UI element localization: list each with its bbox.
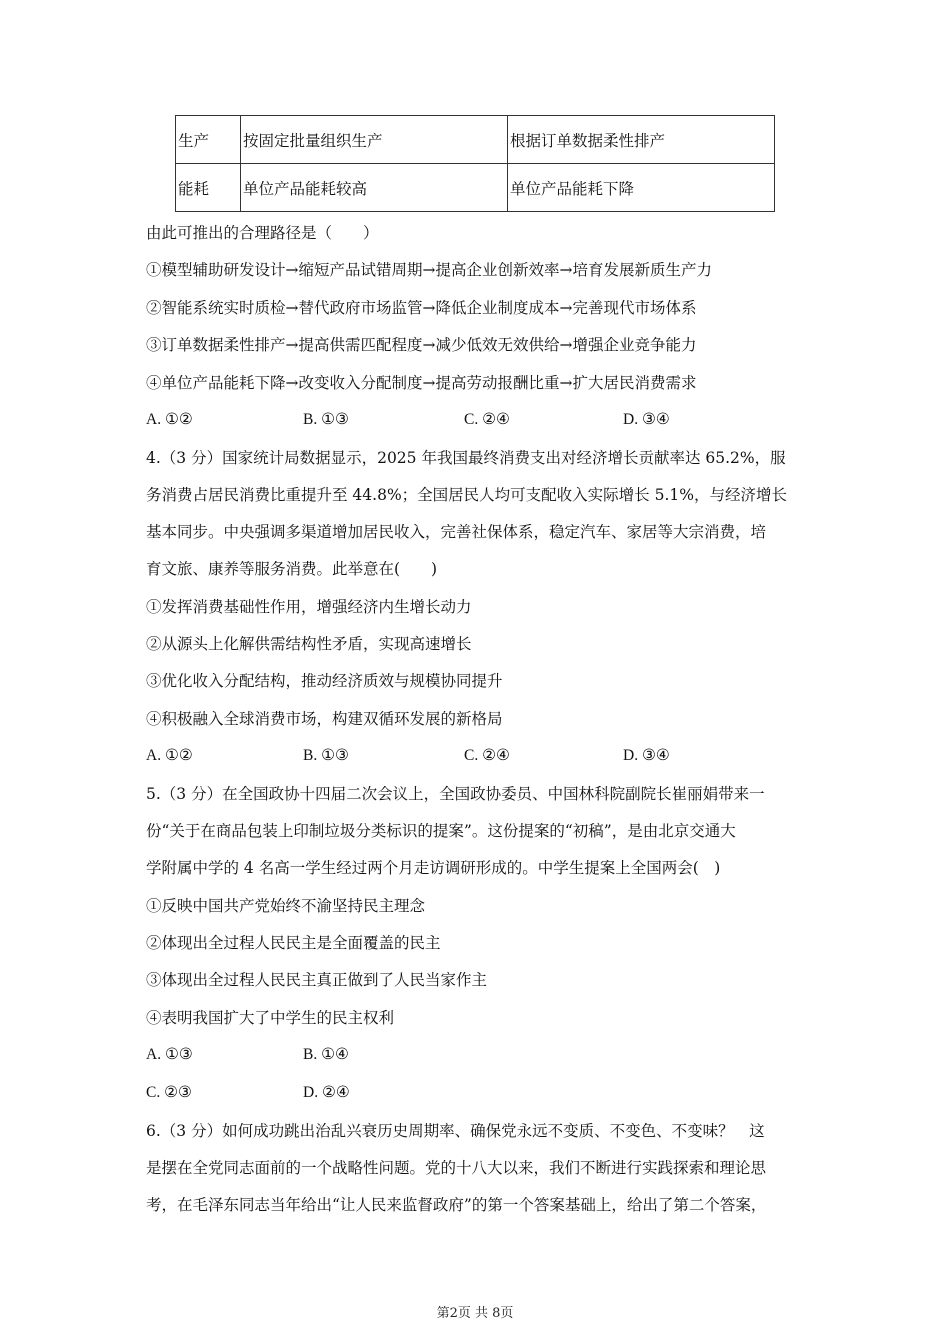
table-cell: 生产 — [176, 116, 241, 164]
option-a: A. ①③ — [146, 1046, 193, 1063]
option-d: D. ③④ — [623, 411, 670, 428]
table-cell: 单位产品能耗下降 — [508, 164, 775, 212]
answer-item: ②从源头上化解供需结构性矛盾，实现高速增长 — [146, 635, 472, 653]
question-stem-line: 是摆在全党同志面前的一个战略性问题。党的十八大以来，我们不断进行实践探索和理论思 — [146, 1159, 767, 1177]
page-footer: 第2页 共 8页 — [436, 1306, 514, 1321]
option-b: B. ①③ — [303, 747, 349, 764]
question-stem: 由此可推出的合理路径是（ ） — [146, 224, 379, 242]
option-c: C. ②④ — [464, 411, 510, 428]
answer-item: ②体现出全过程人民民主是全面覆盖的民主 — [146, 934, 441, 952]
table-cell: 按固定批量组织生产 — [241, 116, 508, 164]
table-row — [176, 116, 775, 164]
table-row — [176, 164, 775, 212]
answer-item: ④表明我国扩大了中学生的民主权利 — [146, 1009, 395, 1027]
option-d: D. ③④ — [623, 747, 670, 764]
option-c: C. ②④ — [464, 747, 510, 764]
question-stem-line: 育文旅、康养等服务消费。此举意在( ) — [146, 560, 438, 578]
question-stem-line: 4.（3 分）国家统计局数据显示，2025 年我国最终消费支出对经济增长贡献率达 65.2%，服 — [146, 449, 786, 467]
answer-item: ④积极融入全球消费市场，构建双循环发展的新格局 — [146, 710, 503, 728]
answer-item: ①模型辅助研发设计→缩短产品试错周期→提高企业创新效率→培育发展新质生产力 — [146, 261, 712, 279]
table-cell: 单位产品能耗较高 — [241, 164, 508, 212]
answer-item: ①反映中国共产党始终不渝坚持民主理念 — [146, 897, 426, 915]
option-b: B. ①③ — [303, 411, 349, 428]
question-stem-line: 基本同步。中央强调多渠道增加居民收入，完善社保体系，稳定汽车、家居等大宗消费，培 — [146, 523, 767, 541]
comparison-table — [175, 115, 775, 212]
option-b: B. ①④ — [303, 1046, 349, 1063]
question-stem-line: 5.（3 分）在全国政协十四届二次会议上，全国政协委员、中国林科院副院长崔丽娟带来一 — [146, 785, 765, 803]
question-stem-line: 份“关于在商品包装上印制垃圾分类标识的提案”。这份提案的“初稿”，是由北京交通大 — [146, 822, 736, 840]
answer-item: ③体现出全过程人民民主真正做到了人民当家作主 — [146, 971, 488, 989]
question-stem-line: 考，在毛泽东同志当年给出“让人民来监督政府”的第一个答案基础上，给出了第二个答案， — [146, 1196, 767, 1214]
answer-item: ④单位产品能耗下降→改变收入分配制度→提高劳动报酬比重→扩大居民消费需求 — [146, 374, 697, 392]
answer-item: ②智能系统实时质检→替代政府市场监管→降低企业制度成本→完善现代市场体系 — [146, 299, 697, 317]
question-stem-line: 6.（3 分）如何成功跳出治乱兴衰历史周期率、确保党永远不变质、不变色、不变味？ 这 — [146, 1122, 765, 1140]
answer-item: ③优化收入分配结构，推动经济质效与规模协同提升 — [146, 672, 503, 690]
table-cell: 能耗 — [176, 164, 241, 212]
option-c: C. ②③ — [146, 1084, 192, 1101]
question-stem-line: 学附属中学的 4 名高一学生经过两个月走访调研形成的。中学生提案上全国两会( ) — [146, 859, 721, 877]
answer-item: ③订单数据柔性排产→提高供需匹配程度→减少低效无效供给→增强企业竞争能力 — [146, 336, 697, 354]
question-stem-line: 务消费占居民消费比重提升至 44.8%；全国居民人均可支配收入实际增长 5.1%，与经济增长 — [146, 486, 787, 504]
option-d: D. ②④ — [303, 1084, 350, 1101]
table-cell: 根据订单数据柔性排产 — [508, 116, 775, 164]
answer-item: ①发挥消费基础性作用，增强经济内生增长动力 — [146, 598, 472, 616]
option-a: A. ①② — [146, 747, 193, 764]
option-a: A. ①② — [146, 411, 193, 428]
